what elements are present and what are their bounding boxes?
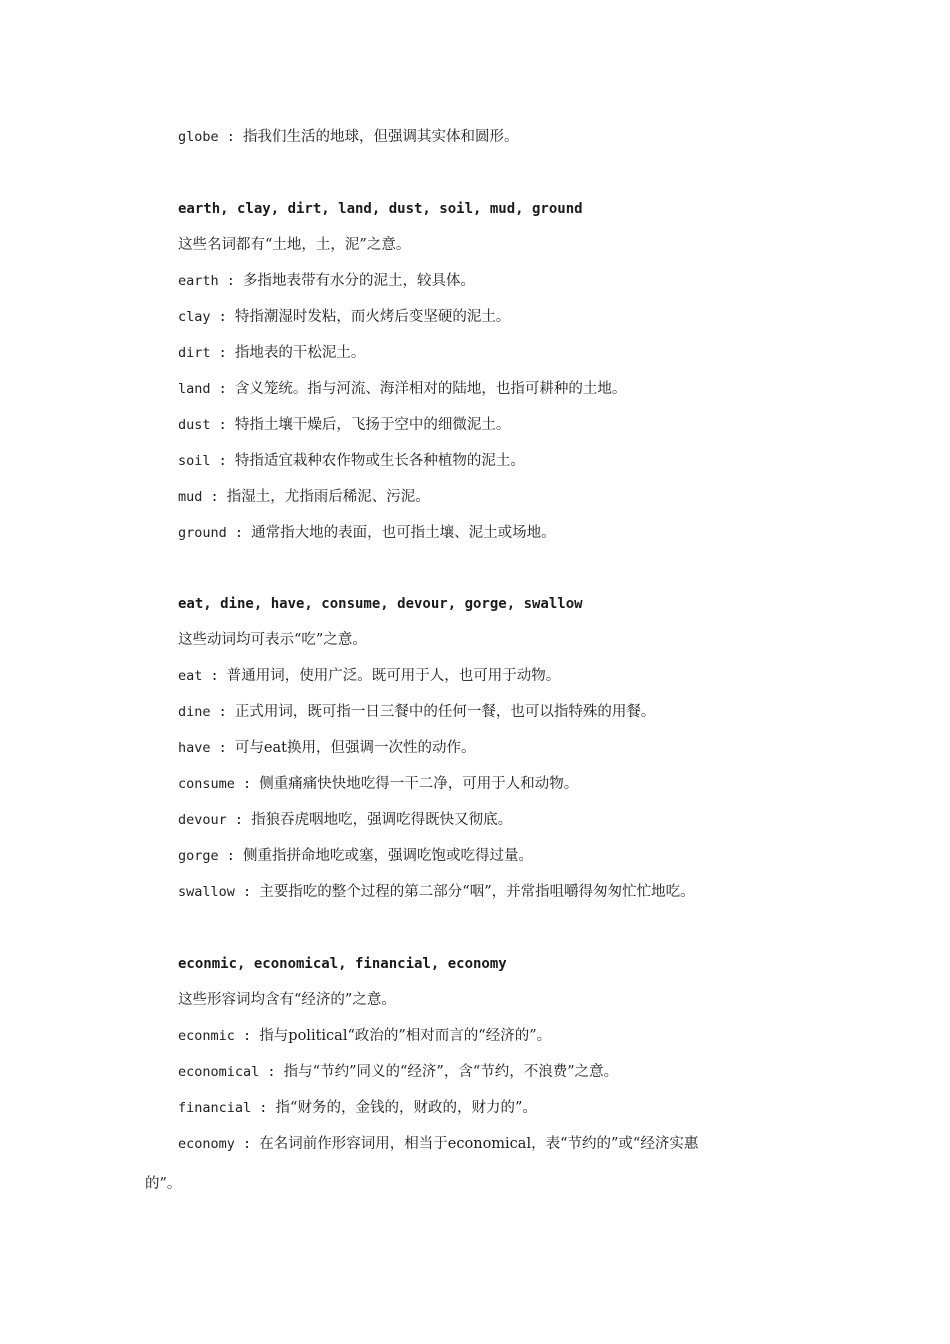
entry-separator: : [234, 1028, 260, 1044]
entry-gorge [178, 846, 533, 866]
entry-term: soil [178, 453, 211, 469]
entry-globe [178, 127, 519, 147]
entry-term: economical [178, 1064, 260, 1080]
entry-term: financial [178, 1100, 252, 1116]
entry-definition: 特指适宜栽种农作物或生长各种植物的泥土。 [234, 453, 525, 469]
entry-term: economy [178, 1136, 235, 1152]
entry-earth [178, 271, 475, 291]
entry-term: dirt [178, 345, 211, 361]
entry-economical [178, 1062, 618, 1082]
entry-definition: 多指地表带有水分的泥土，较具体。 [243, 273, 476, 289]
entry-separator: : [234, 776, 260, 792]
entry-separator: : [226, 525, 252, 541]
entry-soil [178, 451, 525, 471]
entry-definition: 在名词前作形容词用，相当于economical，表“节约的”或“经济实惠 [259, 1136, 699, 1152]
entry-economy-continuation: 的”。 [145, 1176, 182, 1192]
entry-land [178, 379, 626, 399]
entry-separator: : [210, 381, 235, 397]
group-intro: 这些名词都有“土地，土，泥”之意。 [178, 237, 411, 253]
entry-financial [178, 1098, 537, 1118]
entry-definition: 指我们生活的地球，但强调其实体和圆形。 [243, 129, 519, 145]
entry-term: consume [178, 776, 235, 792]
entry-definition: 正式用词，既可指一日三餐中的任何一餐，也可以指特殊的用餐。 [234, 704, 656, 720]
entry-definition: 侧重痛痛快快地吃得一干二净，可用于人和动物。 [259, 776, 579, 792]
entry-separator: : [210, 309, 235, 325]
entry-separator: : [202, 489, 227, 505]
entry-separator: : [226, 812, 252, 828]
entry-definition: 指“财务的，金钱的，财政的，财力的”。 [275, 1100, 537, 1116]
entry-definition: 指地表的干松泥土。 [234, 345, 366, 361]
entry-definition: 指与political“政治的”相对而言的“经济的”。 [259, 1028, 552, 1044]
entry-definition: 特指潮湿时发粘，而火烤后变坚硬的泥土。 [234, 309, 511, 325]
entry-separator: : [202, 668, 227, 684]
entry-definition: 含义笼统。指与河流、海洋相对的陆地，也指可耕种的土地。 [234, 381, 627, 397]
entry-have [178, 738, 475, 758]
entry-definition: 主要指吃的整个过程的第二部分“咽”，并常指咀嚼得匆匆忙忙地吃。 [259, 884, 695, 900]
entry-separator: : [210, 704, 235, 720]
entry-separator: : [210, 740, 235, 756]
entry-term: mud [178, 489, 203, 505]
entry-separator: : [210, 345, 235, 361]
entry-term: eat [178, 668, 203, 684]
entry-separator: : [210, 453, 235, 469]
entry-term: devour [178, 812, 227, 828]
entry-term: ground [178, 525, 227, 541]
entry-term: clay [178, 309, 211, 325]
entry-ground [178, 523, 556, 543]
group-intro: 这些形容词均含有“经济的”之意。 [178, 992, 396, 1008]
entry-swallow [178, 882, 695, 902]
entry-separator: : [218, 129, 244, 145]
entry-term: gorge [178, 848, 219, 864]
entry-econmic [178, 1026, 551, 1046]
entry-term: dust [178, 417, 211, 433]
entry-definition: 可与eat换用，但强调一次性的动作。 [234, 740, 476, 756]
entry-term: dine [178, 704, 211, 720]
entry-definition: 特指土壤干燥后，飞扬于空中的细微泥土。 [234, 417, 511, 433]
entry-definition: 指狼吞虎咽地吃，强调吃得既快又彻底。 [251, 812, 513, 828]
entry-mud [178, 487, 430, 507]
entry-separator: : [234, 884, 260, 900]
entry-separator: : [234, 1136, 260, 1152]
entry-term: globe [178, 129, 219, 145]
entry-economy [178, 1134, 698, 1154]
entry-consume [178, 774, 578, 794]
entry-term: have [178, 740, 211, 756]
group-intro: 这些动词均可表示“吃”之意。 [178, 632, 367, 648]
entry-eat [178, 666, 560, 686]
entry-term: econmic [178, 1028, 235, 1044]
entry-term: swallow [178, 884, 235, 900]
entry-separator: : [218, 273, 244, 289]
entry-devour [178, 810, 512, 830]
entry-definition: 普通用词，使用广泛。既可用于人，也可用于动物。 [226, 668, 561, 684]
entry-definition: 侧重指拼命地吃或塞，强调吃饱或吃得过量。 [243, 848, 534, 864]
entry-clay [178, 307, 510, 327]
group-heading-economic: econmic, economical, financial, economy [178, 956, 507, 972]
entry-dust [178, 415, 510, 435]
entry-term: land [178, 381, 211, 397]
entry-term: earth [178, 273, 219, 289]
entry-separator: : [259, 1064, 284, 1080]
group-heading-eat: eat, dine, have, consume, devour, gorge, swallow [178, 596, 583, 612]
entry-definition: 通常指大地的表面，也可指土壤、泥土或场地。 [251, 525, 556, 541]
group-heading-earth: earth, clay, dirt, land, dust, soil, mud, ground [178, 201, 583, 217]
entry-definition: 指与“节约”同义的“经济”，含“节约，不浪费”之意。 [283, 1064, 619, 1080]
entry-dirt [178, 343, 365, 363]
entry-dine [178, 702, 655, 722]
entry-definition: 指湿土，尤指雨后稀泥、污泥。 [226, 489, 430, 505]
entry-separator: : [218, 848, 244, 864]
entry-separator: : [251, 1100, 276, 1116]
entry-separator: : [210, 417, 235, 433]
